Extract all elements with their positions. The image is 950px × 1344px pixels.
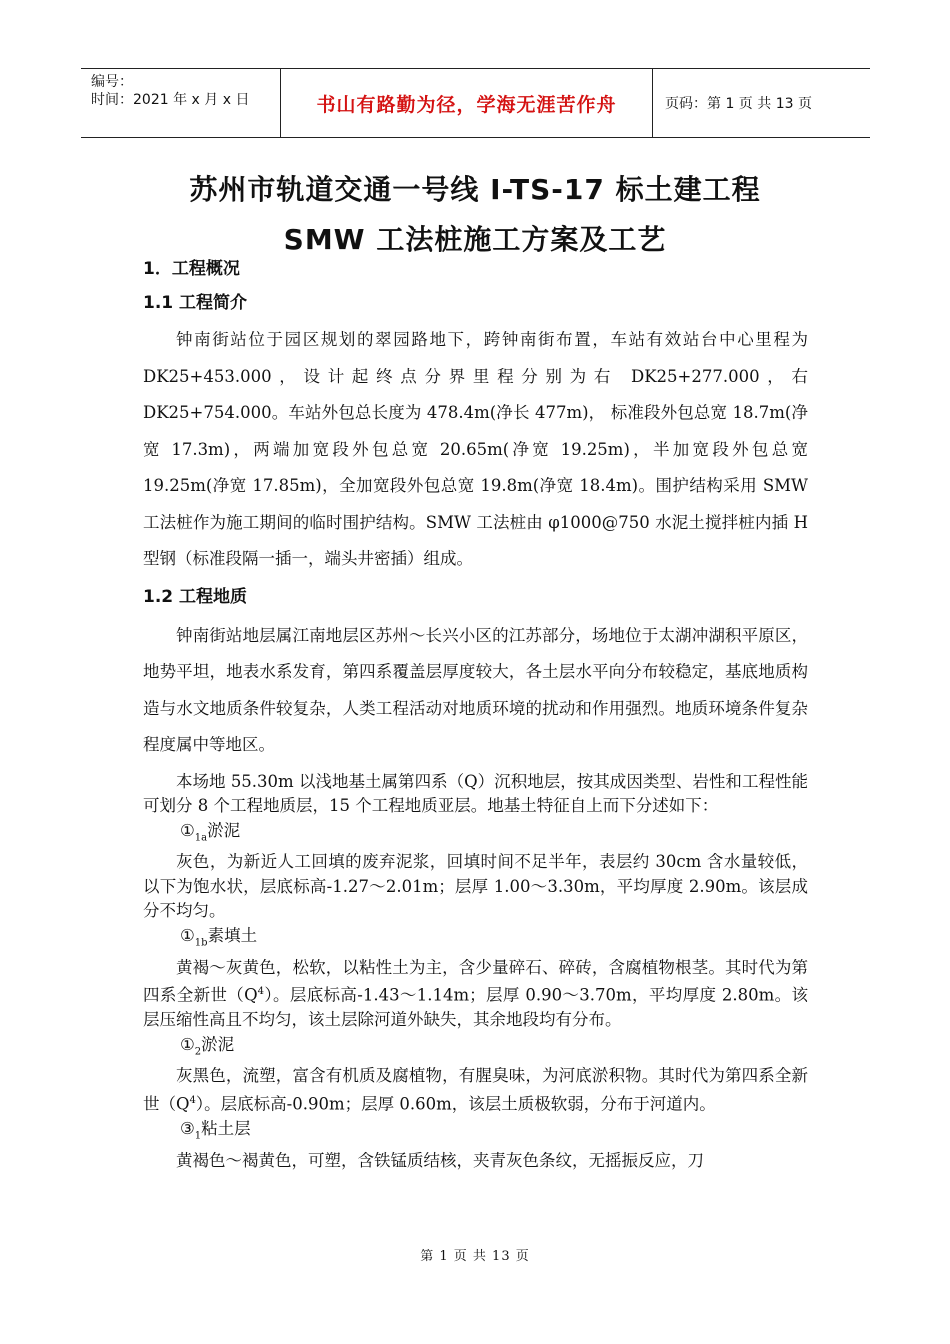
paragraph-intro: 钟南街站位于园区规划的翠园路地下，跨钟南街布置，车站有效站台中心里程为 DK25+453.000，设计起终点分界里程分别为右 DK25+277.000，右 DK25+754.000。车站外包总长度为 478.4m(净长 477m)， 标准段外包总宽 18.7m(净宽 17.3m)，两端加宽段外包总宽 20.65m(净宽 19.25m)，半加宽段外包总宽 19.25m(净宽 17.85m)，全加宽段外包总宽 19.8m(净宽 18.4m)。围护结构采用 SMW 工法桩作为施工期间的临时围护结构。SMW 工法桩由 φ1000@750 水泥土搅拌桩内插 H 型钢（标准段隔一插一，端头井密插）组成。 [143,330,808,568]
layer-heading-1b: $①_{1b}$素填土 [180,925,258,949]
section-heading-overview: 1．工程概况 [143,259,240,279]
paragraph-geology-1: 钟南街站地层属江南地层区苏州～长兴小区的江苏部分，场地位于太湖冲湖积平原区，地势平坦，地表水系发育，第四系覆盖层厚度较大，各土层水平向分布较稳定，基底地质构造与水文地质条件较复杂，人类工程活动对地质环境的扰动和作用强烈。地质环境条件复杂程度属中等地区。 [143,625,808,754]
paragraph-geology-2: 本场地 55.30m 以浅地基土属第四系（Q）沉积地层，按其成因类型、岩性和工程性能可划分 8 个工程地质层，15 个工程地质亚层。地基土特征自上而下分述如下： [143,771,808,815]
layer-desc-2: 灰黑色，流塑，富含有机质及腐植物，有腥臭味，为河底淤积物。其时代为第四系全新世$(Q^4)$。层底标高-0.90m；层厚 0.60m，该层土质极软弱，分布于河道内。 [143,1066,808,1114]
page-footer: 第 1 页 共 13 页 [420,1249,530,1264]
document-title-line2: SMW 工法桩施工方案及工艺 [283,223,667,256]
document-number-label: 编号： [91,74,133,90]
section-heading-geology: 1.2 工程地质 [143,586,248,607]
header-meta [81,69,281,137]
document-time-label: 时间：2021 年 x 月 x 日 [91,92,250,108]
layer-heading-1a: $①_{1a}$淤泥 [180,820,241,843]
section-heading-intro: 1.1 工程简介 [143,293,248,313]
layer-desc-1b: 黄褐～灰黄色，松软，以粘性土为主，含少量碎石、碎砖，含腐植物根茎。其时代为第四系全新世$(Q^4)$。层底标高-1.43～1.14m；层厚 0.90～3.70m，平均厚度 2.80m。该层压缩性高且不均匀，该土层除河道外缺失，其余地段均有分布。 [143,957,808,1030]
layer-desc-1a: 灰色，为新近人工回填的废弃泥浆，回填时间不足半年，表层约 30cm 含水量较低，以下为饱水状，层底标高-1.27～2.01m；层厚 1.00～3.30m，平均厚度 2.90m。该层成分不均匀。 [143,852,808,921]
header-motto: 书山有路勤为径，学海无涯苦作舟 [281,69,653,137]
header-page-info: 页码：第 1 页 共 13 页 [665,96,812,112]
page-header [81,68,870,138]
layer-desc-3-1: 黄褐色～褐黄色，可塑，含铁锰质结核，夹青灰色条纹，无摇振反应，刀 [176,1150,704,1170]
layer-heading-3-1: $③_1$粘土层 [180,1118,251,1142]
document-title-line1: 苏州市轨道交通一号线 I-TS-17 标土建工程 [189,173,761,206]
document-body [143,254,808,1173]
layer-heading-2: $①_2$淤泥 [180,1034,235,1057]
